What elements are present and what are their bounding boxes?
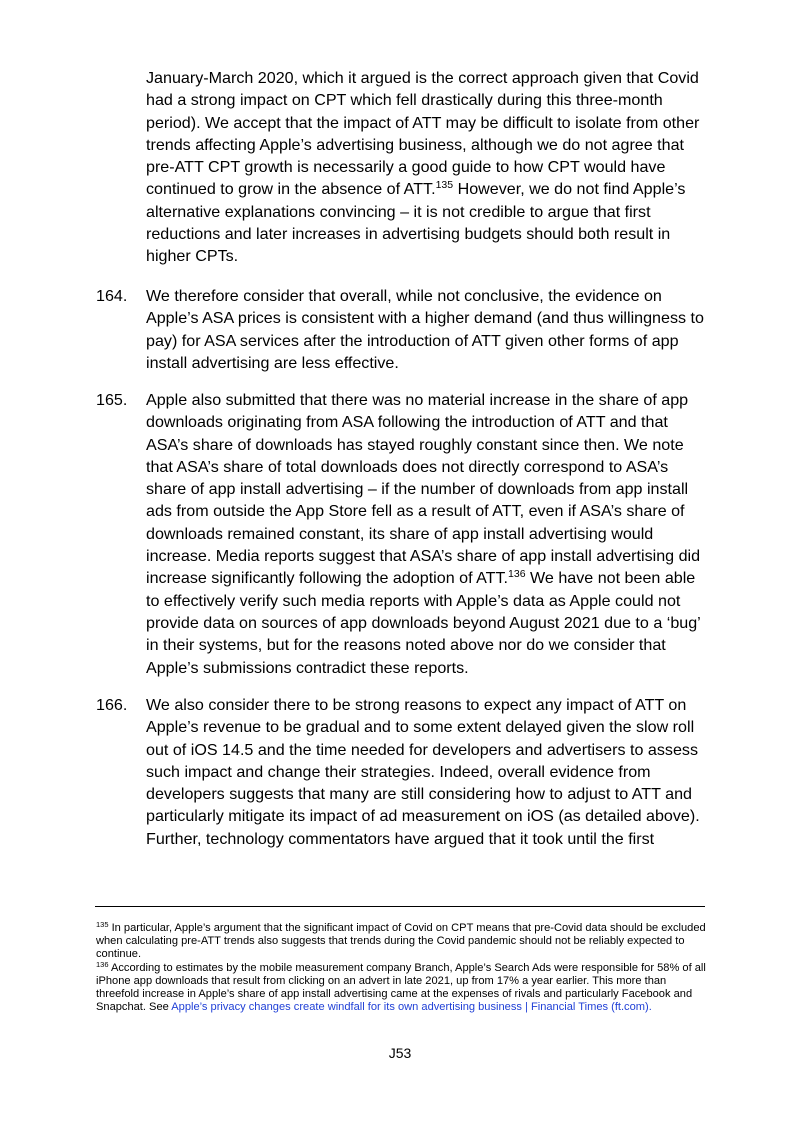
paragraph-text: Apple also submitted that there was no material increase in the share of app downloads originating from ASA following the introduction of ATT and that ASA’s share of downloads has stayed roughly constant since then. We note that ASA’s share of total downloads does not directly correspond to ASA’s share of app install advertising – if the number of downloads from app install ads from outside the App Store fell as a result of ATT, even if ASA’s share of downloads remained constant, its share of app install advertising would increase. Media reports suggest that ASA’s share of app install advertising did increase significantly following the adoption of ATT. <box>146 391 701 588</box>
paragraph-163-continuation <box>96 67 711 268</box>
paragraph-165 <box>96 389 711 679</box>
footnote-ref-136[interactable]: 136 <box>508 568 526 581</box>
paragraph-164 <box>96 285 711 374</box>
footnote-text: In particular, Apple’s argument that the significant impact of Covid on CPT means that pre-Covid data should be excluded when calculating pre-ATT trends also suggests that trends during the Covid pandemic should not be reliably expected to continue. <box>96 922 706 961</box>
ft-article-link[interactable]: Apple’s privacy changes create windfall for its own advertising business | Financial Times (ft.com). <box>171 1001 652 1014</box>
paragraph-text: We have not been able to effectively verify such media reports with Apple’s data as Apple could not provide data on sources of app downloads beyond August 2021 due to a ‘bug’ in their systems, but for the reasons noted above nor do we consider that Apple’s submissions contradict these reports. <box>146 569 701 677</box>
paragraph-text: We also consider there to be strong reasons to expect any impact of ATT on Apple’s revenue to be gradual and to some extent delayed given the slow roll out of iOS 14.5 and the time needed for developers and advertisers to assess such impact and change their strategies. Indeed, overall evidence from developers suggests that many are still considering how to adjust to ATT and particularly mitigate its impact of ad measurement on iOS (as detailed above). Further, technology commentators have argued that it took until the first <box>146 696 700 848</box>
paragraph-text: January-March 2020, which it argued is the correct approach given that Covid had a strong impact on CPT which fell drastically during this three-month period). We accept that the impact of ATT may be difficult to isolate from other trends affecting Apple’s advertising business, although we do not agree that pre-ATT CPT growth is necessarily a good guide to how CPT would have continued to grow in the absence of ATT. <box>146 69 700 199</box>
footnote-135 <box>96 922 708 962</box>
paragraph-text: However, we do not find Apple’s alternative explanations convincing – it is not credible to argue that first reductions and later increases in advertising budgets should both result in higher CPTs. <box>146 180 686 266</box>
paragraph-number: 165. <box>96 391 128 409</box>
paragraph-166 <box>96 694 711 850</box>
paragraph-number: 166. <box>96 696 128 714</box>
footnote-136 <box>96 959 708 1015</box>
footnote-mark: 136 <box>96 959 109 969</box>
footnote-text: According to estimates by the mobile measurement company Branch, Apple’s Search Ads were responsible for 58% of all iPhone app downloads that result from clicking on an advert in late 2021, up from 17% a year earlier. This more than threefold increase in Apple’s share of app install advertising came at the expenses of rivals and particularly Facebook and Snapchat. See <box>96 961 706 1014</box>
footnote-ref-135[interactable]: 135 <box>435 179 454 192</box>
footnotes <box>96 922 708 1014</box>
paragraph-text: We therefore consider that overall, while not conclusive, the evidence on Apple’s ASA prices is consistent with a higher demand (and thus willingness to pay) for ASA services after the introduction of ATT given other forms of app install advertising are less effective. <box>146 287 704 372</box>
paragraph-number: 164. <box>96 287 128 305</box>
page-number: J53 <box>388 1045 412 1061</box>
footnote-mark: 135 <box>96 920 109 929</box>
footnote-separator <box>95 906 705 907</box>
